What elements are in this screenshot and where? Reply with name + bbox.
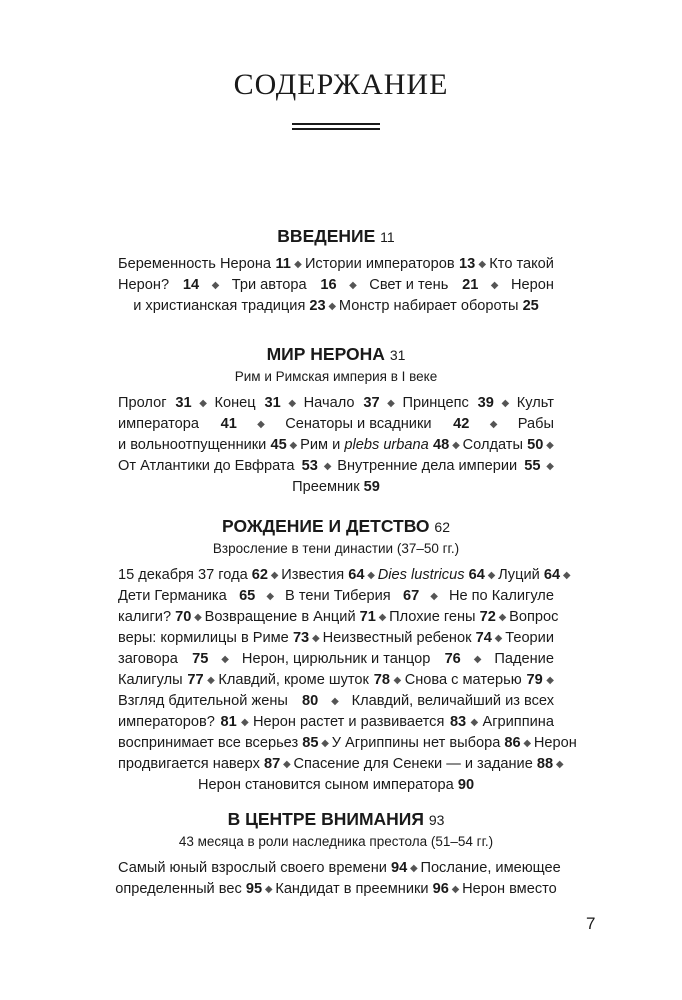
toc-entry-line [118,649,554,670]
entry-title: Луций [498,567,544,583]
entry-title: Рим и [300,437,345,453]
separator-diamond-icon: ◆ [285,398,299,409]
section-entries [118,254,554,317]
entry-title: 15 декабря 37 года [118,567,252,583]
entry-page-number: 87 [263,756,281,772]
toc-entry-line [118,414,554,435]
separator-diamond-icon: ◆ [262,884,276,895]
separator-diamond-icon: ◆ [364,570,378,581]
separator-diamond-icon: ◆ [467,717,481,728]
entry-page-number: 86 [504,735,521,751]
section-heading [118,342,554,367]
entry-title: определенный вес [115,881,246,897]
toc-entry-line [118,393,554,414]
entry-page-number: 55 [524,458,541,474]
separator-diamond-icon: ◆ [407,863,421,874]
entry-title: Свет и тень [369,277,453,293]
entry-page-number: 64 [543,567,561,583]
separator-diamond-icon: ◆ [491,633,506,644]
entry-title: У Агриппины нет выбора [331,735,505,751]
section-page-number: 31 [389,347,406,363]
separator-diamond-icon: ◆ [390,675,404,686]
section-title: РОЖДЕНИЕ И ДЕТСТВО [222,516,430,536]
entry-page-number: 39 [477,395,494,411]
entry-title: императоров? [118,714,219,730]
entry-title: Нерон, цирюльник и танцор [241,651,435,667]
entry-page-number: 81 [220,714,237,730]
section-page-number: 62 [434,519,450,535]
entry-title: Снова с матерью [404,672,526,688]
separator-diamond-icon: ◆ [486,419,501,430]
entry-title: Истории императоров [304,256,459,272]
toc-section-world-of-nero [118,342,554,498]
separator-diamond-icon: ◆ [263,591,277,602]
entry-title: Спасение для Сенеки — и задание [293,756,537,772]
entry-title: Сенаторы и всадники [285,416,436,432]
separator-diamond-icon: ◆ [191,612,205,623]
section-page-number: 93 [428,812,445,828]
toc-entry-line [118,858,561,879]
entry-page-number: 75 [192,651,209,667]
section-heading [118,224,554,249]
entry-page-number: 65 [239,588,256,604]
separator-diamond-icon: ◆ [553,759,564,770]
toc-entry-line [115,879,557,900]
entry-title: Послание, имеющее [420,860,561,876]
section-subtitle: 43 месяца в роли наследника престола (51–54 гг.) [178,834,494,849]
entry-title: Преемник [292,479,364,495]
separator-diamond-icon: ◆ [238,717,252,728]
separator-diamond-icon: ◆ [484,570,499,581]
separator-diamond-icon: ◆ [375,612,390,623]
entry-title: Клавдий, величайший из всех [351,693,554,709]
entry-page-number: 79 [526,672,543,688]
entry-title: Падение [494,651,554,667]
separator-diamond-icon: ◆ [196,398,210,409]
entry-page-number: 78 [373,672,390,688]
separator-diamond-icon: ◆ [488,280,502,291]
entry-page-number: 37 [363,395,380,411]
entry-title: Внутренние дела империи [337,458,522,474]
entry-page-number: 21 [462,277,479,293]
toc-entry-line [118,607,559,628]
title-rule-bottom [292,128,380,130]
entry-title: Агриппина [482,714,554,730]
entry-title: Кто такой [489,256,554,272]
separator-diamond-icon: ◆ [384,398,398,409]
separator-diamond-icon: ◆ [268,570,282,581]
entry-title: Пролог [118,395,171,411]
entry-page-number: 16 [320,277,337,293]
toc-entry-line [118,775,554,796]
separator-diamond-icon: ◆ [560,570,571,581]
entry-page-number: 50 [527,437,544,453]
entry-title: веры: кормилицы в Риме [118,630,293,646]
entry-page-number: 31 [175,395,192,411]
toc-entry-line [118,733,577,754]
separator-diamond-icon: ◆ [309,633,323,644]
section-heading [118,514,554,539]
page-number: 7 [586,914,596,933]
entry-title: Рабы [517,416,554,432]
separator-diamond-icon: ◆ [325,301,339,312]
entry-title: Принцепс [402,395,473,411]
entry-title: продвигается наверх [118,756,264,772]
entry-page-number: 83 [449,714,467,730]
separator-diamond-icon: ◆ [208,280,223,291]
entry-page-number: 72 [479,609,496,625]
entry-title: Нерон [533,735,577,751]
separator-diamond-icon: ◆ [204,675,218,686]
toc-entry-line [118,275,554,296]
section-page-number: 11 [380,229,395,245]
entry-page-number: 73 [292,630,310,646]
entry-title: и вольноотпущенники [118,437,271,453]
entry-title: Клавдий, кроме шуток [218,672,373,688]
entry-page-number: 95 [245,881,263,897]
separator-diamond-icon: ◆ [543,461,554,472]
entry-page-number: 48 [432,437,450,453]
entry-page-number: 41 [220,416,237,432]
separator-diamond-icon: ◆ [470,654,485,665]
entry-title: Монстр набирает обороты [338,298,523,314]
entry-title: императора [118,416,204,432]
entry-title: Калигулы [118,672,187,688]
entry-page-number: 88 [536,756,554,772]
toc-section-introduction [118,224,554,317]
toc-entry-line [118,254,554,275]
separator-diamond-icon: ◆ [218,654,232,665]
entry-page-number: 62 [251,567,269,583]
toc-entry-line [118,586,554,607]
entry-title: Дети Германика [118,588,231,604]
entry-title: В тени Тиберия [285,588,395,604]
entry-title: Нерон? [118,277,174,293]
entry-title: От Атлантики до Евфрата [118,458,299,474]
entry-title: Самый юный взрослый своего времени [118,860,391,876]
entry-page-number: 90 [457,777,475,793]
separator-diamond-icon: ◆ [320,461,335,472]
toc-entry-line [118,477,554,498]
entry-title: Беременность Нерона [118,256,276,272]
entry-page-number: 76 [444,651,461,667]
entry-page-number: 64 [348,567,365,583]
entry-page-number: 31 [264,395,281,411]
separator-diamond-icon: ◆ [475,259,489,270]
toc-section-birth-and-childhood [118,514,577,796]
entry-title: Взгляд бдительной жены [118,693,292,709]
entry-title: Возвращение в Анций [204,609,360,625]
entry-page-number: 85 [302,735,319,751]
section-title: МИР НЕРОНА [266,344,385,364]
separator-diamond-icon: ◆ [543,675,554,686]
toc-entry-line [118,691,554,712]
toc-entry-line [118,456,554,477]
separator-diamond-icon: ◆ [543,440,554,451]
entry-page-number: 23 [309,298,326,314]
entry-page-number: 13 [459,256,476,272]
entry-title: Нерон становится сыном императора [197,777,458,793]
entry-page-number: 59 [363,479,380,495]
entry-page-number: 64 [468,567,485,583]
entry-title: Плохие гены [389,609,480,625]
entry-page-number: 53 [301,458,318,474]
entry-title: Конец [214,395,260,411]
section-title: В ЦЕНТРЕ ВНИМАНИЯ [227,809,424,829]
toc-entry-line [118,296,554,317]
entry-page-number: 70 [175,609,192,625]
separator-diamond-icon: ◆ [318,738,332,749]
entry-title: Кандидат в преемники [275,881,433,897]
separator-diamond-icon: ◆ [346,280,360,291]
entry-page-number: 96 [432,881,449,897]
section-heading [118,807,554,832]
entry-title: Нерон [511,277,554,293]
section-subtitle: Взросление в тени династии (37–50 гг.) [212,541,460,556]
separator-diamond-icon: ◆ [286,440,301,451]
separator-diamond-icon: ◆ [280,759,294,770]
section-entries [115,858,561,900]
toc-entry-line [118,628,554,649]
entry-page-number: 80 [302,693,319,709]
separator-diamond-icon: ◆ [427,591,441,602]
toc-entry-line [118,754,564,775]
entry-title: Нерон растет и развивается [253,714,449,730]
entry-title: Известия [281,567,349,583]
separator-diamond-icon: ◆ [448,884,463,895]
entry-page-number: 77 [187,672,204,688]
entry-title: Неизвестный ребенок [322,630,476,646]
section-entries [118,565,577,796]
separator-diamond-icon: ◆ [498,398,512,409]
section-subtitle: Рим и Римская империя в I веке [234,369,438,384]
entry-title: Культ [516,395,554,411]
toc-entry-line [118,565,571,586]
entry-page-number: 67 [402,588,420,604]
entry-title: Вопрос [509,609,559,625]
entry-page-number: 71 [359,609,376,625]
separator-diamond-icon: ◆ [254,419,268,430]
toc-entry-line [118,712,554,733]
toc-entry-line [118,670,554,691]
page-title: СОДЕРЖАНИЕ [233,68,449,101]
separator-diamond-icon: ◆ [328,696,342,707]
entry-page-number: 14 [182,277,200,293]
toc-entry-line [118,435,554,456]
entry-page-number: 74 [475,630,492,646]
toc-section-in-the-spotlight [115,807,561,900]
entry-title: plebs urbana [344,437,429,453]
entry-title: воспринимает все всерьез [118,735,303,751]
entry-page-number: 42 [453,416,470,432]
section-title: ВВЕДЕНИЕ [277,226,376,246]
entry-title: заговора [118,651,182,667]
entry-title: Не по Калигуле [448,588,554,604]
title-rule-top [292,123,380,125]
entry-title: Начало [303,395,359,411]
separator-diamond-icon: ◆ [495,612,510,623]
separator-diamond-icon: ◆ [449,440,463,451]
entry-title: Три автора [231,277,311,293]
entry-title: калиги? [118,609,176,625]
entry-title: Dies lustricus [377,567,465,583]
entry-title: Солдаты [462,437,528,453]
entry-page-number: 25 [522,298,539,314]
entry-page-number: 11 [275,256,291,272]
entry-title: Теории [505,630,554,646]
separator-diamond-icon: ◆ [520,738,534,749]
section-entries [118,393,554,498]
entry-page-number: 94 [390,860,408,876]
separator-diamond-icon: ◆ [291,259,305,270]
entry-title: Нерон вместо [462,881,557,897]
entry-page-number: 45 [270,437,287,453]
entry-title: и христианская традиция [133,298,310,314]
